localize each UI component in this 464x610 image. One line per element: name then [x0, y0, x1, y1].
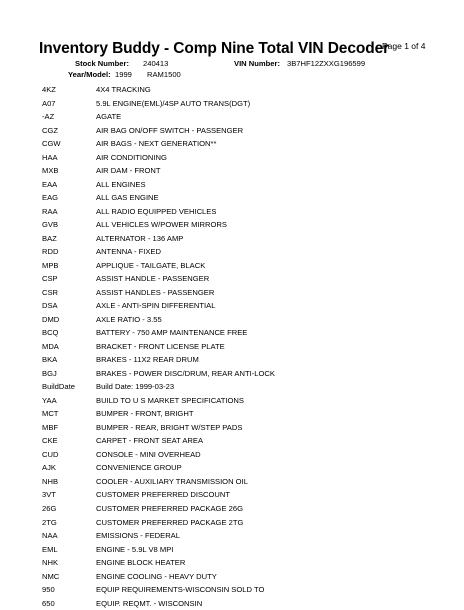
page-number: Page 1 of 4 — [382, 41, 426, 51]
option-code: A07 — [42, 98, 56, 108]
vin-number-label: VIN Number: — [234, 59, 280, 68]
option-description: BUMPER - FRONT, BRIGHT — [96, 409, 194, 419]
option-code-list — [42, 83, 442, 610]
option-code: 2TG — [42, 517, 57, 527]
option-description: 4X4 TRACKING — [96, 85, 151, 94]
list-item — [42, 556, 442, 570]
option-code: NHB — [42, 476, 59, 486]
list-item — [42, 178, 442, 192]
option-code: DMD — [42, 314, 60, 324]
option-code: CGZ — [42, 125, 59, 135]
option-code: 3VT — [42, 490, 56, 500]
option-code: YAA — [42, 395, 57, 405]
option-description: ALL GAS ENGINE — [96, 193, 159, 203]
option-description: BRAKES - 11X2 REAR DRUM — [96, 355, 199, 365]
list-item — [42, 137, 442, 151]
option-code: CKE — [42, 436, 58, 446]
option-description: COOLER - AUXILIARY TRANSMISSION OIL — [96, 476, 248, 486]
option-code: MXB — [42, 166, 59, 176]
list-item — [42, 516, 442, 530]
stock-number-label: Stock Number: — [75, 59, 130, 68]
option-code: MCT — [42, 409, 59, 419]
option-code: BCQ — [42, 328, 59, 338]
list-item — [42, 205, 442, 219]
model-value: RAM1500 — [147, 70, 181, 79]
option-code: MDA — [42, 341, 59, 351]
option-code: CSR — [42, 287, 59, 297]
option-code: RAA — [42, 206, 58, 216]
option-description: ENGINE COOLING - HEAVY DUTY — [96, 571, 217, 581]
option-code: 26G — [42, 503, 57, 513]
option-code: RDD — [42, 247, 59, 257]
list-item — [42, 326, 442, 340]
option-description: APPLIQUE - TAILGATE, BLACK — [96, 260, 206, 270]
option-description: CARPET - FRONT SEAT AREA — [96, 436, 204, 446]
option-description: BATTERY - 750 AMP MAINTENANCE FREE — [96, 328, 248, 338]
list-item — [42, 313, 442, 327]
option-description: BUMPER - REAR, BRIGHT W/STEP PADS — [96, 422, 243, 432]
option-code: -AZ — [42, 112, 55, 122]
list-item — [42, 218, 442, 232]
list-item — [42, 394, 442, 408]
option-code: 950 — [42, 585, 55, 595]
option-code: CGW — [42, 139, 61, 149]
list-item — [42, 245, 442, 259]
list-item — [42, 543, 442, 557]
option-code: MBF — [42, 422, 59, 432]
list-item — [42, 461, 442, 475]
list-item — [42, 124, 442, 138]
list-item — [42, 151, 442, 165]
option-code: DSA — [42, 301, 58, 311]
option-code: EAG — [42, 193, 59, 203]
option-description: ALL ENGINES — [96, 179, 146, 189]
list-item — [42, 570, 442, 584]
option-code: EML — [42, 544, 58, 554]
document-title: Inventory Buddy - Comp Nine Total VIN Decoder — [39, 40, 390, 57]
option-description: AXLE - ANTI-SPIN DIFFERENTIAL — [96, 301, 216, 311]
option-description: AIR BAG ON/OFF SWITCH - PASSENGER — [96, 125, 244, 135]
option-description: Build Date: 1999-03-23 — [96, 382, 175, 392]
option-code: 650 — [42, 598, 55, 608]
option-description: EQUIP REQUIREMENTS-WISCONSIN SOLD TO — [96, 585, 265, 595]
list-item — [42, 353, 442, 367]
option-description: BRAKES - POWER DISC/DRUM, REAR ANTI-LOCK — [96, 368, 275, 378]
list-item — [42, 434, 442, 448]
list-item — [42, 232, 442, 246]
list-item — [42, 272, 442, 286]
list-item — [42, 529, 442, 543]
option-code: CUD — [42, 449, 59, 459]
option-code: CSP — [42, 274, 58, 284]
list-item — [42, 164, 442, 178]
list-item — [42, 421, 442, 435]
option-description: ASSIST HANDLE - PASSENGER — [96, 274, 210, 284]
option-code: MPB — [42, 260, 59, 270]
option-description: ASSIST HANDLES - PASSENGER — [96, 287, 215, 297]
option-description: BRACKET - FRONT LICENSE PLATE — [96, 341, 225, 351]
list-item — [42, 97, 442, 111]
option-description: AIR BAGS - NEXT GENERATION** — [96, 139, 217, 149]
list-item — [42, 259, 442, 273]
option-code: EAA — [42, 179, 58, 189]
list-item — [42, 286, 442, 300]
list-item — [42, 299, 442, 313]
option-code: BAZ — [42, 233, 57, 243]
option-description: ALTERNATOR - 136 AMP — [96, 233, 184, 243]
option-code: NHK — [42, 558, 59, 568]
option-description: BUILD TO U S MARKET SPECIFICATIONS — [96, 395, 244, 405]
option-description: CUSTOMER PREFERRED DISCOUNT — [96, 490, 231, 500]
list-item — [42, 475, 442, 489]
option-description: ENGINE - 5.9L V8 MPI — [96, 544, 174, 554]
option-code: BGJ — [42, 368, 57, 378]
option-description: CONSOLE - MINI OVERHEAD — [96, 449, 201, 459]
list-item — [42, 597, 442, 610]
option-code: AJK — [42, 463, 56, 473]
list-item — [42, 448, 442, 462]
option-description: ALL VEHICLES W/POWER MIRRORS — [96, 220, 227, 230]
list-item — [42, 191, 442, 205]
list-item — [42, 83, 442, 97]
list-item — [42, 488, 442, 502]
stock-number-value: 240413 — [143, 59, 169, 68]
list-item — [42, 502, 442, 516]
option-description: ANTENNA - FIXED — [96, 247, 161, 257]
option-code: BuildDate — [42, 382, 75, 392]
list-item — [42, 407, 442, 421]
option-code: GVB — [42, 220, 59, 230]
option-description: EQUIP. REQMT. - WISCONSIN — [96, 598, 203, 608]
list-item — [42, 583, 442, 597]
option-description: AIR CONDITIONING — [96, 152, 167, 162]
option-description: AGATE — [96, 112, 122, 122]
option-code: HAA — [42, 152, 58, 162]
option-code: NAA — [42, 531, 58, 541]
year-value: 1999 — [115, 70, 132, 79]
option-code: NMC — [42, 571, 60, 581]
option-description: 5.9L ENGINE(EML)/4SP AUTO TRANS(DGT) — [96, 98, 251, 108]
option-description: AXLE RATIO - 3.55 — [96, 314, 162, 324]
option-description: AIR DAM - FRONT — [96, 166, 161, 176]
list-item — [42, 367, 442, 381]
list-item — [42, 380, 442, 394]
option-description: CUSTOMER PREFERRED PACKAGE 26G — [96, 503, 243, 513]
option-code: BKA — [42, 355, 58, 365]
option-description: ALL RADIO EQUIPPED VEHICLES — [96, 206, 217, 216]
option-description: CUSTOMER PREFERRED PACKAGE 2TG — [96, 517, 244, 527]
option-description: CONVENIENCE GROUP — [96, 463, 182, 473]
list-item — [42, 340, 442, 354]
list-item — [42, 110, 442, 124]
option-description: EMISSIONS - FEDERAL — [96, 531, 180, 541]
option-code: 4KZ — [42, 85, 56, 94]
year-model-label: Year/Model: — [68, 70, 111, 79]
option-description: ENGINE BLOCK HEATER — [96, 558, 186, 568]
vin-number-value: 3B7HF12ZXXG196599 — [287, 59, 366, 68]
